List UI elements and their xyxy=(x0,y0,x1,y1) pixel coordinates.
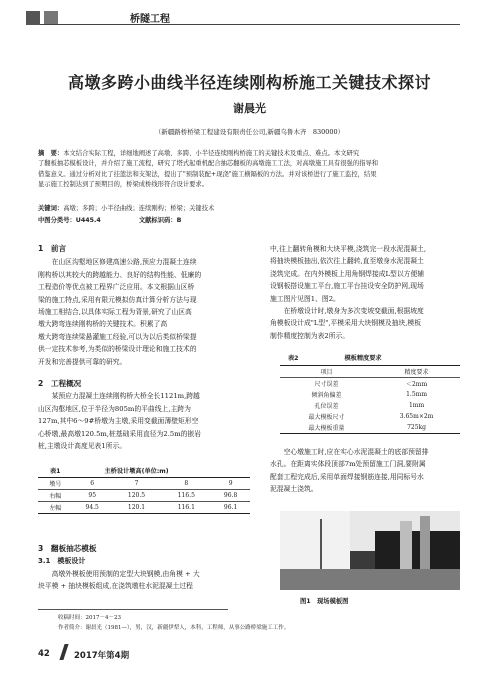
table-row: 倾斜角偏差 1.5mm xyxy=(311,391,428,399)
paper-title: 高墩多跨小曲线半径连续刚构桥施工关键技术探讨 xyxy=(67,73,431,92)
right-column xyxy=(270,243,465,342)
table1-caption: 表1 主桥设计墩高(单位:m) xyxy=(50,468,169,475)
table-row: 最大模板尺寸 3.65m×2m xyxy=(308,413,434,421)
figure1-photo xyxy=(280,511,460,590)
paragraph: 在桥墩设计时,墩身为多次变坡变截面,根据坡度 角模板设计成"L型",平模采用大块钢模及抽块,模板 制作精度控制为表2所示。 xyxy=(270,307,424,340)
table-row: 左幅 94.5 120.1 116.1 96.1 xyxy=(38,502,250,514)
abstract-line: 借鉴意义。通过分析对比了挂篮法和支架法，提出了"预制装配+现浇"施工横隔板的方法。并对该桥进行了施工监控，结果 xyxy=(38,170,377,178)
table-row: 右幅 95 120.5 116.5 96.8 xyxy=(49,492,238,500)
table1 xyxy=(38,477,250,514)
table2-caption: 表2 模板精度要求 xyxy=(288,355,382,362)
page-number: 42 xyxy=(38,649,50,659)
classification xyxy=(38,215,219,224)
issue-label: 2017年第4期 xyxy=(74,651,130,661)
abstract xyxy=(38,149,462,191)
paper-author: 谢晨光 xyxy=(233,102,266,115)
section-label: 桥隧工程 xyxy=(130,14,170,25)
left-column-s2 xyxy=(38,378,250,452)
left-column-s3 xyxy=(38,543,250,593)
keywords-value: 高墩；多跨；小半径曲线；连续刚构；桥梁；关键技术 xyxy=(63,205,215,212)
section-heading-2: 2 工程概况 xyxy=(38,379,82,388)
table-row: 尺寸误差 ＜2mm xyxy=(314,381,428,388)
left-column xyxy=(38,243,250,368)
table2 xyxy=(280,365,460,434)
header-decor-block xyxy=(26,11,40,25)
table-row: 最大模板重量 725kg xyxy=(308,424,427,432)
abstract-line: 了翻板抽芯模板设计，并介绍了施工流程，研究了塔式起重机配合抽芯翻板的高墩施工工法，对高墩施工具有很强的指导和 xyxy=(38,160,379,168)
section-heading-3: 3 翻板抽芯模板 xyxy=(38,544,97,553)
keywords-label: 关键词： xyxy=(38,205,64,212)
footnote-rule xyxy=(38,609,228,610)
right-column-p3: 空心墩施工时,应在实心水泥混凝土的底部预留排 水孔。在距离实体段顶部7m处预留施工门洞,要附属 配套工程完成后,采用单面焊接钢筋连接,用同标号水 泥混凝土浇筑。 xyxy=(270,448,429,494)
keywords xyxy=(38,203,214,212)
document-code: 文献标识码：B xyxy=(138,217,182,224)
abstract-label: 摘 要： xyxy=(38,150,64,157)
section-2-body: 某预应力混凝土连续刚构桥大桥全长1121m,跨越 山区沟壑地区,位于半径为805m的平曲线上,主跨为 127m,其中6～9#桥墩为主墩,采用变截面薄壁矩形空 心桥墩,最高墩120.5m,桩基础采用直径为2.5m的嵌岩 桩,主墩设计高度见表1所示。 xyxy=(38,392,202,451)
paragraph: 中,往上翻转角模和大块平模,浇筑完一段水泥混凝土, 将抽块模板抽出,依次往上翻转,直至墩身水泥混凝土 浇筑完成。在内外模板上用角钢焊接成L型以方便辅 设钢板搭设施工平台,施工平台挂设安全防护网,现场 施工图片见图1、图2。 xyxy=(270,245,427,303)
header-decor-block xyxy=(44,11,58,25)
section-3-body: 高墩外模板使用预制的定型大块钢模,由角模 + 大 块平模 + 抽块模板组成,在浇筑墩柱水泥混凝土过程 xyxy=(38,569,200,591)
subsection-heading-3-1: 3.1 模板设计 xyxy=(38,557,86,566)
footnote-received: 收稿时间：2017－4－23 xyxy=(58,615,121,621)
table-row: 孔位误差 1mm xyxy=(314,402,425,410)
footer-slash-decor xyxy=(59,644,68,660)
section-1-body: 在山区沟壑地区修建高速公路,预应力混凝土连续 刚构桥以其较大的跨越能力、良好的结构性能、低廉的 工程造价等优点被工程界广泛应用。本文根据山区桥 梁的施工特点,采用有限元模拟仿真计算分析方法与现 场施工相结合,以具体实际工程为背景,研究了山区高 墩大跨弯连续刚构桥的关键技术。积累了高 墩大跨弯连续梁悬灌施工经验,可以为以后类似桥梁提 供一定技术参考,为类似的桥梁设计理论和施工技术的 开发和完善提供可靠的研究。 xyxy=(38,258,202,366)
abstract-line: 摘 要：本文结合实际工程，详细地阐述了高墩、多跨、小半径连续刚构桥施工的关键技术及重点、难点。本文研究 xyxy=(38,150,360,157)
table-header-row: 墩号 6 7 8 9 xyxy=(38,478,250,490)
clc-number: 中图分类号：U445.4 xyxy=(38,217,101,224)
header-rule xyxy=(40,24,460,25)
paper-affiliation: （新疆路桥桥梁工程建设有限责任公司,新疆乌鲁木齐 830000） xyxy=(154,128,345,136)
table-header-row: 项目 精度要求 xyxy=(280,366,460,378)
footnote-author: 作者简介：谢晨光（1981—），男，汉，新疆伊犁人，本科，工程师，从事公路桥梁施工工作。 xyxy=(58,625,290,631)
figure1-caption: 图1 现场模板图 xyxy=(300,598,349,605)
abstract-line: 显示施工控制达到了预期目的，桥梁成桥线形符合设计要求。 xyxy=(38,181,209,189)
section-heading-1: 1 前言 xyxy=(38,244,67,253)
